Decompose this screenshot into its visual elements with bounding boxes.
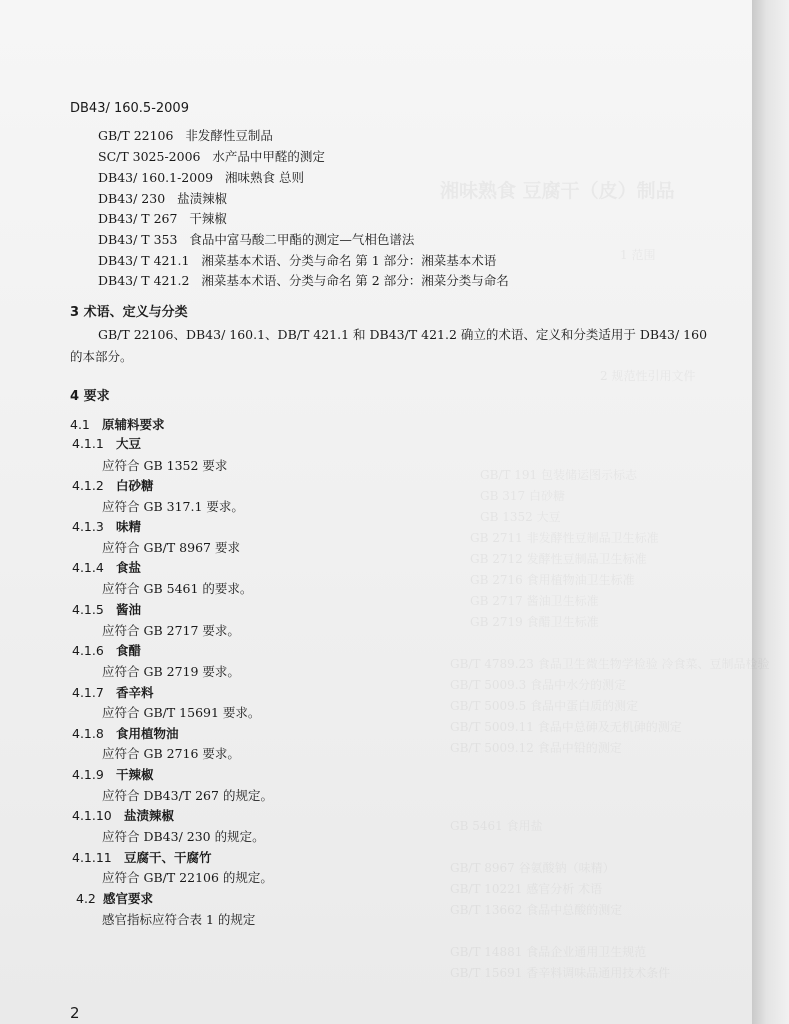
clause-number: 4.1.6 [72, 643, 104, 658]
clause-title: 盐渍辣椒 [124, 808, 175, 823]
clause-requirement: 感官指标应符合表 1 的规定 [102, 912, 256, 927]
reference-code: DB43/ T 353 [98, 232, 178, 247]
clause-heading [72, 600, 141, 618]
bleed-line: GB/T 5009.12 食品中铅的测定 [450, 741, 622, 755]
bleed-line: GB 1352 大豆 [480, 510, 561, 524]
clause-heading [72, 434, 141, 452]
clause-title: 豆腐干、干腐竹 [124, 850, 212, 865]
reference-title: 干辣椒 [189, 211, 227, 226]
reference-item [98, 189, 227, 207]
clause-heading [72, 806, 174, 824]
clause-requirement: 应符合 GB 317.1 要求。 [102, 499, 244, 514]
bleed-line: GB 2716 食用植物油卫生标准 [470, 573, 635, 587]
clause-requirement: 应符合 DB43/T 267 的规定。 [102, 788, 273, 803]
clause-heading [72, 848, 212, 866]
bleed-line: GB/T 8967 谷氨酸钠（味精） [450, 861, 615, 875]
clause-requirement: 应符合 GB/T 22106 的规定。 [102, 870, 273, 885]
clause-requirement: 应符合 GB/T 15691 要求。 [102, 705, 261, 720]
reference-title: 湘菜基本术语、分类与命名 第 1 部分：湘菜基本术语 [201, 253, 497, 268]
reference-item [98, 271, 509, 289]
reference-code: GB/T 22106 [98, 128, 174, 143]
reference-item [98, 230, 414, 248]
bleed-line: GB/T 191 包装储运图示标志 [480, 468, 637, 482]
clause-title: 白砂糖 [116, 478, 154, 493]
reference-title: 食品中富马酸二甲酯的测定—气相色谱法 [189, 232, 415, 247]
clause-requirement: 应符合 GB 2716 要求。 [102, 746, 240, 761]
bleed-line: 2 规范性引用文件 [600, 369, 696, 383]
clause-title: 香辛料 [116, 685, 154, 700]
clause-title: 食用植物油 [116, 726, 179, 741]
reference-item [98, 251, 496, 269]
clause-number: 4.1.8 [72, 726, 104, 741]
reference-code: DB43/ 160.1-2009 [98, 170, 214, 185]
reference-code: DB43/ T 421.1 [98, 253, 190, 268]
bleed-line: GB/T 10221 感官分析 术语 [450, 882, 603, 896]
bleed-line: GB/T 5009.5 食品中蛋白质的测定 [450, 699, 639, 713]
clause-title: 大豆 [116, 436, 142, 451]
bleed-line: GB 2712 发酵性豆制品卫生标准 [470, 552, 647, 566]
reference-item [98, 168, 304, 186]
reference-title: 湘菜基本术语、分类与命名 第 2 部分：湘菜分类与命名 [201, 273, 509, 288]
document-header: DB43/ 160.5-2009 [70, 101, 189, 116]
bleed-line: GB/T 5009.11 食品中总砷及无机砷的测定 [450, 720, 682, 734]
reference-title: 非发酵性豆制品 [185, 128, 273, 143]
bleed-line: GB 2717 酱油卫生标准 [470, 594, 599, 608]
bleed-line: GB/T 13662 食品中总酸的测定 [450, 903, 623, 917]
clause-title: 酱油 [116, 602, 142, 617]
clause-title: 感官要求 [103, 891, 154, 906]
reference-item [98, 126, 273, 144]
clause-heading [72, 765, 154, 783]
page-number: 2 [70, 1004, 80, 1022]
reference-item [98, 147, 325, 165]
reference-code: DB43/ T 267 [98, 211, 178, 226]
section-3-heading: 3 术语、定义与分类 [70, 305, 188, 320]
bleed-line: GB/T 4789.23 食品卫生微生物学检验 冷食菜、豆制品检验 [450, 657, 770, 671]
clause-number: 4.1.3 [72, 519, 104, 534]
bleed-line: 1 范围 [620, 248, 656, 262]
clause-title: 食醋 [116, 643, 142, 658]
bleed-title: 湘味熟食 豆腐干（皮）制品 [440, 180, 675, 202]
clause-number: 4.1.2 [72, 478, 104, 493]
reference-code: DB43/ 230 [98, 191, 166, 206]
clause-heading [72, 724, 179, 742]
clause-number: 4.1.1 [72, 436, 104, 451]
clause-number: 4.1.10 [72, 808, 112, 823]
page-edge-shadow [752, 0, 789, 1024]
clause-heading [72, 558, 141, 576]
clause-4-1-heading [70, 415, 165, 433]
clause-heading [72, 641, 141, 659]
clause-requirement: 应符合 GB 2719 要求。 [102, 664, 240, 679]
bleed-line: GB 2719 食醋卫生标准 [470, 615, 599, 629]
clause-number: 4.2 [76, 891, 96, 906]
clause-heading [72, 517, 141, 535]
clause-requirement: 应符合 GB 2717 要求。 [102, 623, 240, 638]
bleed-line: GB/T 15691 香辛料调味品通用技术条件 [450, 966, 671, 980]
clause-title: 干辣椒 [116, 767, 154, 782]
bleed-line: GB 317 白砂糖 [480, 489, 565, 503]
bleed-line: GB/T 14881 食品企业通用卫生规范 [450, 945, 647, 959]
clause-requirement: 应符合 GB 1352 要求 [102, 458, 228, 473]
reference-code: DB43/ T 421.2 [98, 273, 190, 288]
section-4-heading: 4 要求 [70, 389, 110, 404]
reference-item [98, 209, 227, 227]
clause-title: 食盐 [116, 560, 142, 575]
bleed-line: GB/T 5009.3 食品中水分的测定 [450, 678, 627, 692]
clause-number: 4.1.11 [72, 850, 112, 865]
clause-title: 原辅料要求 [102, 417, 165, 432]
clause-number: 4.1.4 [72, 560, 104, 575]
section-3-paragraph: GB/T 22106、DB43/ 160.1、DB/T 421.1 和 DB43/T 421.2 确立的术语、定义和分类适用于 DB43/ 160 的本部分。 [70, 327, 708, 364]
clause-title: 味精 [116, 519, 142, 534]
clause-heading [72, 476, 154, 494]
reference-title: 盐渍辣椒 [177, 191, 228, 206]
clause-requirement: 应符合 GB/T 8967 要求 [102, 540, 240, 555]
clause-number: 4.1.9 [72, 767, 104, 782]
clause-requirement: 应符合 GB 5461 的要求。 [102, 581, 253, 596]
clause-4-2-heading [76, 889, 153, 907]
clause-number: 4.1 [70, 417, 90, 432]
clause-number: 4.1.5 [72, 602, 104, 617]
bleed-line: GB 2711 非发酵性豆制品卫生标准 [470, 531, 659, 545]
reference-code: SC/T 3025-2006 [98, 149, 201, 164]
clause-heading [72, 683, 154, 701]
reference-title: 湘味熟食 总则 [225, 170, 305, 185]
clause-number: 4.1.7 [72, 685, 104, 700]
clause-requirement: 应符合 DB43/ 230 的规定。 [102, 829, 265, 844]
bleed-line: GB 5461 食用盐 [450, 819, 543, 833]
reference-title: 水产品中甲醛的测定 [212, 149, 325, 164]
